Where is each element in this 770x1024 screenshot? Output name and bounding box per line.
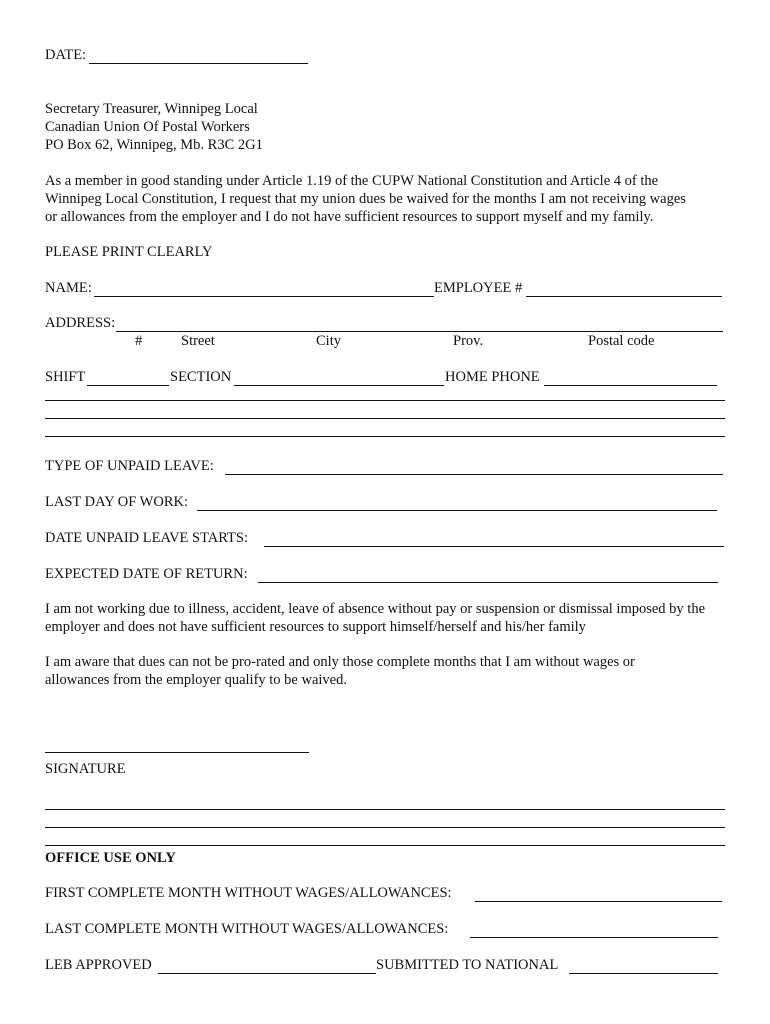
- office-use-heading: OFFICE USE ONLY: [45, 850, 176, 866]
- leave-start-field[interactable]: [264, 546, 724, 547]
- statement1-line-1: I am not working due to illness, accident, leave of absence without pay or suspension or dismissal imposed by the: [45, 601, 706, 617]
- recipient-line-2: Canadian Union Of Postal Workers: [45, 119, 250, 135]
- last-month-row: [45, 921, 725, 939]
- leave-start-row: [45, 530, 725, 548]
- blank-line[interactable]: [45, 809, 725, 810]
- leave-start-label: DATE UNPAID LEAVE STARTS:: [45, 530, 248, 546]
- first-month-row: [45, 885, 725, 903]
- leb-approved-field[interactable]: [158, 973, 376, 974]
- unpaid-leave-type-label: TYPE OF UNPAID LEAVE:: [45, 458, 214, 474]
- last-month-field[interactable]: [470, 937, 718, 938]
- statement2-line-1: I am aware that dues can not be pro-rated and only those complete months that I am without wages or: [45, 654, 635, 670]
- recipient-line-3: PO Box 62, Winnipeg, Mb. R3C 2G1: [45, 137, 263, 153]
- name-field[interactable]: [94, 296, 434, 297]
- first-month-label: FIRST COMPLETE MONTH WITHOUT WAGES/ALLOWANCES:: [45, 885, 452, 901]
- last-month-label: LAST COMPLETE MONTH WITHOUT WAGES/ALLOWANCES:: [45, 921, 449, 937]
- blank-line[interactable]: [45, 418, 725, 419]
- address-city-caption: City: [316, 333, 341, 349]
- unpaid-leave-type-field[interactable]: [225, 474, 723, 475]
- return-date-field[interactable]: [258, 582, 718, 583]
- section-field[interactable]: [234, 385, 444, 386]
- signature-label: SIGNATURE: [45, 761, 126, 777]
- leb-approved-label: LEB APPROVED: [45, 957, 152, 973]
- section-label: SECTION: [170, 369, 232, 385]
- print-notice: PLEASE PRINT CLEARLY: [45, 244, 213, 260]
- name-row: [45, 280, 725, 298]
- blank-line[interactable]: [45, 845, 725, 846]
- recipient-line-1: Secretary Treasurer, Winnipeg Local: [45, 101, 258, 117]
- name-label: NAME:: [45, 280, 92, 296]
- address-number-caption: #: [135, 333, 143, 349]
- address-label: ADDRESS:: [45, 315, 116, 331]
- home-phone-label: HOME PHONE: [445, 369, 540, 385]
- employee-number-label: EMPLOYEE #: [434, 280, 523, 296]
- blank-line[interactable]: [45, 436, 725, 437]
- unpaid-leave-type-row: [45, 458, 725, 476]
- return-date-label: EXPECTED DATE OF RETURN:: [45, 566, 248, 582]
- signature-field[interactable]: [45, 752, 309, 753]
- statement1-line-2: employer and does not have sufficient resources to support himself/herself and his/her family: [45, 619, 586, 635]
- intro-line-2: Winnipeg Local Constitution, I request that my union dues be waived for the months I am not receiving wages: [45, 191, 686, 207]
- leb-row: [45, 957, 725, 975]
- first-month-field[interactable]: [475, 901, 722, 902]
- submitted-field[interactable]: [569, 973, 718, 974]
- blank-line[interactable]: [45, 400, 725, 401]
- submitted-label: SUBMITTED TO NATIONAL: [376, 957, 559, 973]
- last-day-field[interactable]: [197, 510, 717, 511]
- home-phone-field[interactable]: [544, 385, 717, 386]
- intro-line-1: As a member in good standing under Article 1.19 of the CUPW National Constitution and Article 4 of the: [45, 173, 659, 189]
- blank-line[interactable]: [45, 827, 725, 828]
- address-field[interactable]: [116, 331, 723, 332]
- last-day-row: [45, 494, 725, 512]
- shift-row: [45, 369, 725, 387]
- intro-line-3: or allowances from the employer and I do not have sufficient resources to support myself and my family.: [45, 209, 654, 225]
- address-row: [45, 315, 725, 333]
- employee-number-field[interactable]: [526, 296, 722, 297]
- address-postal-caption: Postal code: [588, 333, 655, 349]
- address-prov-caption: Prov.: [453, 333, 484, 349]
- last-day-label: LAST DAY OF WORK:: [45, 494, 189, 510]
- shift-label: SHIFT: [45, 369, 86, 385]
- statement2-line-2: allowances from the employer qualify to be waived.: [45, 672, 347, 688]
- return-date-row: [45, 566, 725, 584]
- shift-field[interactable]: [87, 385, 169, 386]
- address-street-caption: Street: [181, 333, 215, 349]
- date-field[interactable]: [89, 63, 308, 64]
- date-label: DATE:: [45, 47, 87, 63]
